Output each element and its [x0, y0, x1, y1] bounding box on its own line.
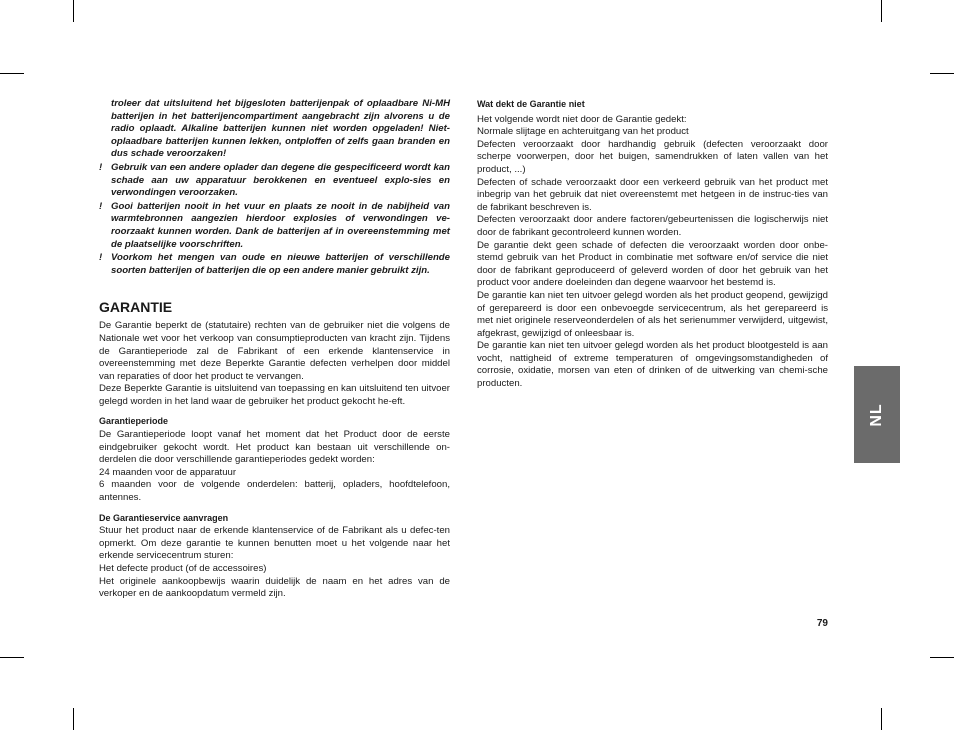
- section-title: GARANTIE: [99, 299, 173, 316]
- warning-text: Gebruik van een andere oplader dan degene die gespecificeerd wordt kan schade aan uw apparatuur berokkenen en eventueel explo-sies en verwondingen veroorzaken.: [111, 161, 450, 199]
- paragraph: De garantie dekt geen schade of defecten die veroorzaakt worden door onbe-stemd gebruik van het Product in combinatie met software en/of service die niet door de fabrikant geproduceerd of geleverd worden of door het gebruik van het product voor andere doeleinden dan degene waarvoor het bestemd is.: [477, 239, 828, 289]
- paragraph: Het originele aankoopbewijs waarin duidelijk de naam en het adres van de verkoper en de aankoopdatum vermeld zijn.: [99, 575, 450, 600]
- page-number: 79: [816, 618, 828, 629]
- right-column: [477, 98, 828, 391]
- language-tab-label: NL: [868, 402, 885, 427]
- warning-item: [99, 98, 450, 161]
- paragraph: Normale slijtage en achteruitgang van het product: [477, 126, 689, 138]
- warning-item: [99, 162, 450, 200]
- paragraph: Stuur het product naar de erkende klantenservice of de Fabrikant als u defec-ten opmerkt. Om deze garantie te kunnen benutten moet u het volgende naar het erkende servicecentrum sturen:: [99, 525, 450, 562]
- paragraph: De Garantie beperkt de (statutaire) rechten van de gebruiker niet die volgens de Nationale wet voor het verkoop van consumptieproducten van kracht zijn. Tijdens de Garantieperiode zal de Fabrikant of een erkende klantenservice in overeenstemming met deze Beperkte Garantie defecten verhelpen door middel van reparaties of door het product te vervangen.: [99, 320, 450, 382]
- warning-marker: !: [99, 161, 103, 173]
- left-column: [99, 98, 450, 601]
- crop-mark: [73, 708, 74, 730]
- paragraph: 24 maanden voor de apparatuur: [99, 466, 237, 478]
- paragraph: 6 maanden voor de volgende onderdelen: batterij, opladers, hoofdtelefoon, antennes.: [99, 479, 450, 504]
- paragraph: Defecten veroorzaakt door hardhandig gebruik (defecten veroorzaakt door scherpe voorwerpen, door het buigen, samendrukken of laten vallen van het product, ...): [477, 138, 828, 175]
- warning-text: Gooi batterijen nooit in het vuur en plaats ze nooit in de nabijheid van warmtebronnen aangezien hierdoor explosies of verwondingen ve-roorzaakt kunnen worden. Dank de batterijen af in overeenstemming met de plaatselijke voorschriften.: [111, 200, 450, 250]
- crop-mark: [0, 657, 24, 658]
- crop-mark: [0, 73, 24, 74]
- paragraph: Defecten of schade veroorzaakt door een verkeerd gebruik van het product met inbegrip van het gebruik dat niet overeenstemt met hetgeen in de instruc-ties van de fabrikant beschreven is.: [477, 176, 828, 213]
- subheading: Garantieperiode: [99, 416, 169, 427]
- paragraph: De garantie kan niet ten uitvoer gelegd worden als het product geopend, gewijzigd of gerepareerd is door een onbevoegde servicecentrum, als het gerepareerd is met niet originele reserveonderdelen of als het serienummer verwijderd, uitgewist, afgekrast, gewijzigd of onleesbaar is.: [477, 289, 828, 339]
- subheading: De Garantieservice aanvragen: [99, 512, 229, 523]
- subheading: Wat dekt de Garantie niet: [477, 99, 585, 109]
- paragraph: De Garantieperiode loopt vanaf het moment dat het Product door de eerste eindgebruiker gekocht wordt. Het product kan bestaan uit verschillende on-derdelen die door verschillende garantieperiodes gedekt worden:: [99, 429, 450, 466]
- paragraph: Het volgende wordt niet door de Garantie gedekt:: [477, 113, 687, 125]
- warning-text: Voorkom het mengen van oude en nieuwe batterijen of verschillende soorten batterijen of batterijen die op een andere manier gebruikt zijn.: [111, 252, 450, 276]
- crop-mark: [881, 0, 882, 22]
- paragraph: Deze Beperkte Garantie is uitsluitend van toepassing en kan uitsluitend ten uitvoer gelegd worden in het land waar de gebruiker het product gekocht he-eft.: [99, 383, 450, 407]
- crop-mark: [881, 708, 882, 730]
- paragraph: De garantie kan niet ten uitvoer gelegd worden als het product blootgesteld is aan vocht, nattigheid of extreme temperaturen of omgevingsomstandigheden of corrosie, oxidatie, morsen van eten of drinken of de uitwerking van chemi-sche producten.: [477, 340, 828, 390]
- language-tab: [854, 366, 900, 463]
- crop-mark: [73, 0, 74, 22]
- warning-marker: !: [99, 200, 103, 212]
- warning-text: troleer dat uitsluitend het bijgesloten batterijenpak of oplaadbare Ni-MH batterijen in het batterijencompartiment aangebracht zijn alvorens u de radio oplaadt. Alkaline batterijen kunnen niet worden opgeladen! Niet-oplaadbare batterijen kunnen lekken, ontploffen of zelfs gaan branden en dus schade veroorzaken!: [111, 98, 450, 160]
- paragraph: Het defecte product (of de accessoires): [99, 563, 267, 574]
- crop-mark: [930, 657, 954, 658]
- warning-item: [99, 252, 450, 277]
- warning-item: [99, 201, 450, 251]
- crop-mark: [930, 73, 954, 74]
- warning-marker: !: [99, 252, 103, 264]
- paragraph: Defecten veroorzaakt door andere factoren/gebeurtenissen die logischerwijs niet door de fabrikant gecontroleerd kunnen worden.: [477, 214, 828, 238]
